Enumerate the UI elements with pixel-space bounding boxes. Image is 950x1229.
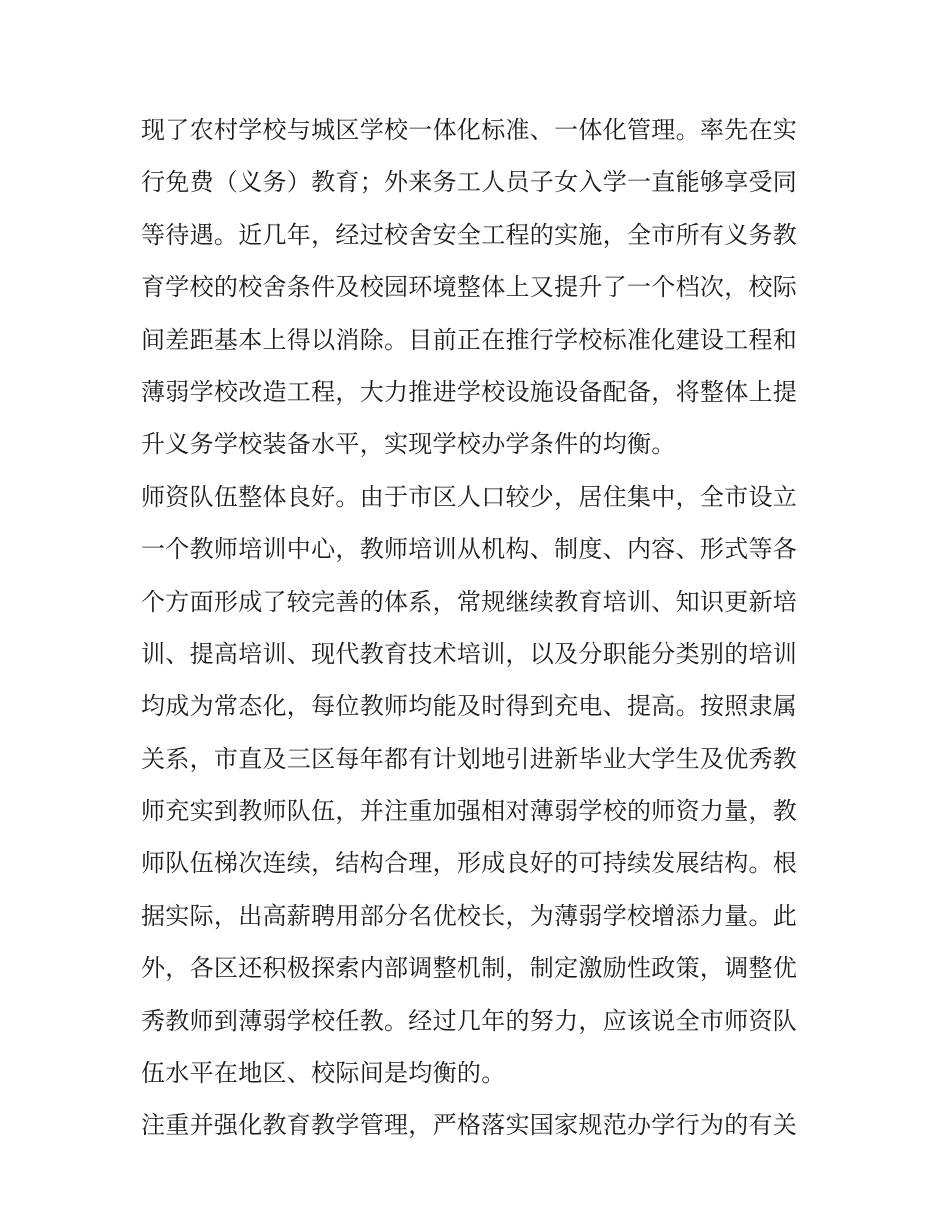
body-text: [141, 104, 821, 1152]
text-line: 师队伍梯次连续，结构合理，形成良好的可持续发展结构。根: [141, 849, 798, 878]
text-line: 关系，市直及三区每年都有计划地引进新毕业大学生及优秀教: [141, 744, 798, 773]
text-line: 一个教师培训中心，教师培训从机构、制度、内容、形式等各: [141, 535, 798, 564]
text-line: 薄弱学校改造工程，大力推进学校设施设备配备，将整体上提: [141, 377, 798, 406]
text-line: 育学校的校舍条件及校园环境整体上又提升了一个档次，校际: [141, 273, 798, 302]
text-line: 外，各区还积极探索内部调整机制，制定激励性政策，调整优: [141, 954, 798, 983]
text-line: 行免费（义务）教育；外来务工人员子女入学一直能够享受同: [141, 168, 798, 197]
text-line: 升义务学校装备水平，实现学校办学条件的均衡。: [141, 430, 676, 459]
text-line: 师充实到教师队伍，并注重加强相对薄弱学校的师资力量，教: [141, 797, 798, 826]
text-line: 训、提高培训、现代教育技术培训，以及分职能分类别的培训: [141, 639, 798, 668]
text-line: 现了农村学校与城区学校一体化标准、一体化管理。率先在实: [141, 116, 798, 144]
text-line: 等待遇。近几年，经过校舍安全工程的实施，全市所有义务教: [141, 220, 798, 249]
text-line: 据实际，出高薪聘用部分名优校长，为薄弱学校增添力量。此: [141, 901, 798, 930]
text-line: 伍水平在地区、校际间是均衡的。: [141, 1059, 506, 1088]
text-line: 间差距基本上得以消除。目前正在推行学校标准化建设工程和: [141, 325, 798, 354]
text-line: 均成为常态化，每位教师均能及时得到充电、提高。按照隶属: [141, 692, 798, 721]
text-line: 师资队伍整体良好。由于市区人口较少，居住集中，全市设立: [141, 482, 798, 511]
text-line: 个方面形成了较完善的体系，常规继续教育培训、知识更新培: [141, 587, 798, 616]
text-line: 秀教师到薄弱学校任教。经过几年的努力，应该说全市师资队: [141, 1006, 798, 1035]
text-line: 注重并强化教育教学管理，严格落实国家规范办学行为的有关: [141, 1111, 798, 1140]
